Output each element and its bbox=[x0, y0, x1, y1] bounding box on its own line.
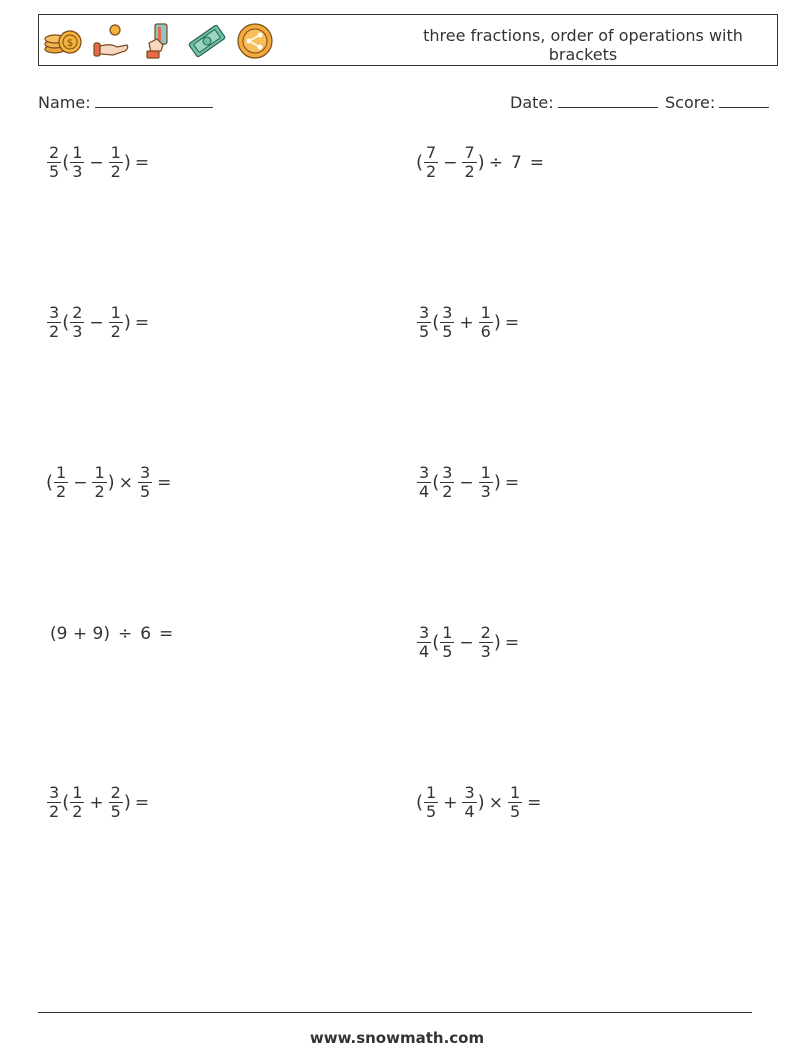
fraction bbox=[54, 464, 68, 501]
numerator: 2 bbox=[480, 623, 491, 642]
numerator: 1 bbox=[442, 623, 453, 642]
fraction bbox=[440, 304, 454, 341]
numerator: 3 bbox=[49, 783, 60, 802]
fraction bbox=[417, 624, 431, 661]
numerator: 3 bbox=[442, 303, 453, 322]
header-icons bbox=[43, 19, 275, 63]
operator: + bbox=[89, 792, 104, 813]
date-field bbox=[510, 93, 658, 112]
operator: = bbox=[157, 472, 172, 493]
score-blank[interactable] bbox=[719, 93, 769, 108]
bracket: ) bbox=[107, 472, 115, 493]
numerator: 3 bbox=[419, 463, 430, 482]
problem-8 bbox=[416, 624, 523, 661]
bracket: ( bbox=[62, 312, 70, 333]
header-box bbox=[38, 14, 778, 66]
operator: 7 bbox=[510, 152, 522, 173]
operator: ÷ bbox=[117, 624, 133, 644]
footer-website: www.snowmath.com bbox=[309, 1029, 485, 1047]
coins-icon bbox=[43, 21, 83, 61]
banknote-icon bbox=[187, 21, 227, 61]
score-field bbox=[665, 93, 769, 112]
denominator: 2 bbox=[464, 162, 475, 181]
denominator: 2 bbox=[442, 482, 453, 501]
denominator: 2 bbox=[49, 802, 60, 821]
denominator: 2 bbox=[72, 802, 83, 821]
problem-1 bbox=[46, 144, 153, 181]
denominator: 5 bbox=[139, 482, 151, 501]
operator: × bbox=[118, 472, 133, 493]
numerator: 1 bbox=[480, 303, 491, 322]
operator: − bbox=[443, 152, 458, 173]
name-label: Name: bbox=[38, 93, 91, 112]
operator: = bbox=[504, 472, 520, 493]
numerator: 1 bbox=[426, 783, 437, 802]
operator: + bbox=[443, 792, 458, 813]
fraction bbox=[47, 784, 61, 821]
bracket: ( bbox=[432, 632, 440, 653]
coin-share-icon bbox=[235, 21, 275, 61]
denominator: 4 bbox=[419, 482, 430, 501]
fraction bbox=[109, 304, 123, 341]
numerator: 1 bbox=[509, 783, 521, 802]
numerator: 7 bbox=[426, 143, 437, 162]
bracket: ) bbox=[477, 152, 485, 173]
numerator: 3 bbox=[419, 623, 430, 642]
score-label: Score: bbox=[665, 93, 716, 112]
fraction bbox=[462, 144, 476, 181]
operator: = bbox=[504, 632, 520, 653]
problem-3 bbox=[46, 304, 153, 341]
denominator: 5 bbox=[426, 802, 437, 821]
fraction bbox=[109, 144, 123, 181]
bracket: ( bbox=[62, 152, 70, 173]
operator: ÷ bbox=[488, 152, 503, 173]
fraction bbox=[440, 464, 454, 501]
operator: 6 bbox=[140, 624, 152, 644]
problem-6 bbox=[416, 464, 523, 501]
fraction bbox=[417, 464, 431, 501]
bracket: ( bbox=[432, 312, 440, 333]
problem-4 bbox=[416, 304, 523, 341]
fraction bbox=[70, 144, 84, 181]
fraction bbox=[424, 784, 438, 821]
fraction bbox=[70, 304, 84, 341]
bracket: ( bbox=[432, 472, 440, 493]
fraction bbox=[92, 464, 106, 501]
denominator: 3 bbox=[480, 642, 491, 661]
denominator: 2 bbox=[110, 322, 121, 341]
problem-2 bbox=[416, 144, 548, 181]
bracket: ) bbox=[493, 632, 501, 653]
fraction bbox=[109, 784, 123, 821]
denominator: 6 bbox=[480, 322, 491, 341]
denominator: 2 bbox=[56, 482, 67, 501]
operator: − bbox=[459, 472, 474, 493]
operator: − bbox=[73, 472, 88, 493]
operator: (9 + 9) bbox=[50, 624, 110, 644]
operator: = bbox=[134, 152, 150, 173]
fraction bbox=[479, 304, 493, 341]
denominator: 5 bbox=[509, 802, 521, 821]
numerator: 1 bbox=[110, 303, 121, 322]
svg-text:$: $ bbox=[66, 38, 74, 49]
denominator: 5 bbox=[442, 642, 453, 661]
fraction bbox=[462, 784, 476, 821]
denominator: 5 bbox=[110, 802, 121, 821]
date-label: Date: bbox=[510, 93, 554, 112]
operator: = bbox=[529, 152, 545, 173]
operator: = bbox=[159, 624, 174, 644]
numerator: 3 bbox=[139, 463, 151, 482]
operator: × bbox=[488, 792, 503, 813]
bracket: ( bbox=[62, 792, 70, 813]
hand-card-icon bbox=[139, 21, 179, 61]
denominator: 2 bbox=[426, 162, 437, 181]
fraction bbox=[508, 784, 522, 821]
operator: = bbox=[504, 312, 520, 333]
problem-9 bbox=[46, 784, 153, 821]
numerator: 1 bbox=[110, 143, 121, 162]
denominator: 4 bbox=[464, 802, 475, 821]
hand-coin-icon bbox=[91, 21, 131, 61]
denominator: 3 bbox=[480, 482, 491, 501]
operator: + bbox=[459, 312, 474, 333]
fraction bbox=[440, 624, 454, 661]
problem-10 bbox=[416, 784, 545, 821]
denominator: 2 bbox=[110, 162, 121, 181]
numerator: 2 bbox=[110, 783, 121, 802]
name-blank[interactable] bbox=[95, 93, 213, 108]
date-blank[interactable] bbox=[558, 93, 658, 108]
fraction bbox=[138, 464, 152, 501]
fraction bbox=[479, 464, 493, 501]
operator: − bbox=[459, 632, 474, 653]
operator: = bbox=[134, 312, 150, 333]
bracket: ( bbox=[416, 792, 424, 813]
denominator: 5 bbox=[442, 322, 453, 341]
denominator: 3 bbox=[72, 162, 83, 181]
bracket: ( bbox=[46, 472, 54, 493]
bracket: ) bbox=[123, 312, 131, 333]
denominator: 2 bbox=[94, 482, 105, 501]
numerator: 3 bbox=[49, 303, 60, 322]
bracket: ( bbox=[416, 152, 424, 173]
denominator: 3 bbox=[72, 322, 83, 341]
denominator: 5 bbox=[49, 162, 60, 181]
name-field bbox=[38, 93, 213, 112]
fraction bbox=[479, 624, 493, 661]
fraction bbox=[417, 304, 431, 341]
denominator: 2 bbox=[49, 322, 60, 341]
numerator: 2 bbox=[49, 143, 60, 162]
numerator: 3 bbox=[464, 783, 475, 802]
bracket: ) bbox=[493, 312, 501, 333]
operator: = bbox=[134, 792, 150, 813]
numerator: 7 bbox=[464, 143, 475, 162]
numerator: 3 bbox=[419, 303, 430, 322]
bracket: ) bbox=[123, 152, 131, 173]
problem-5 bbox=[46, 464, 175, 501]
numerator: 1 bbox=[480, 463, 491, 482]
numerator: 2 bbox=[72, 303, 83, 322]
operator: = bbox=[527, 792, 542, 813]
fraction bbox=[47, 304, 61, 341]
bracket: ) bbox=[123, 792, 131, 813]
worksheet-title: three fractions, order of operations with brackets bbox=[423, 26, 743, 64]
denominator: 5 bbox=[419, 322, 430, 341]
numerator: 1 bbox=[94, 463, 105, 482]
bracket: ) bbox=[477, 792, 485, 813]
operator: − bbox=[89, 312, 104, 333]
fraction bbox=[47, 144, 61, 181]
footer-divider bbox=[38, 1012, 752, 1013]
bracket: ) bbox=[493, 472, 501, 493]
fraction bbox=[424, 144, 438, 181]
operator: − bbox=[89, 152, 104, 173]
denominator: 4 bbox=[419, 642, 430, 661]
fraction bbox=[70, 784, 84, 821]
numerator: 1 bbox=[56, 463, 67, 482]
numerator: 1 bbox=[72, 143, 83, 162]
numerator: 1 bbox=[72, 783, 83, 802]
problem-7 bbox=[46, 624, 177, 644]
numerator: 3 bbox=[442, 463, 453, 482]
